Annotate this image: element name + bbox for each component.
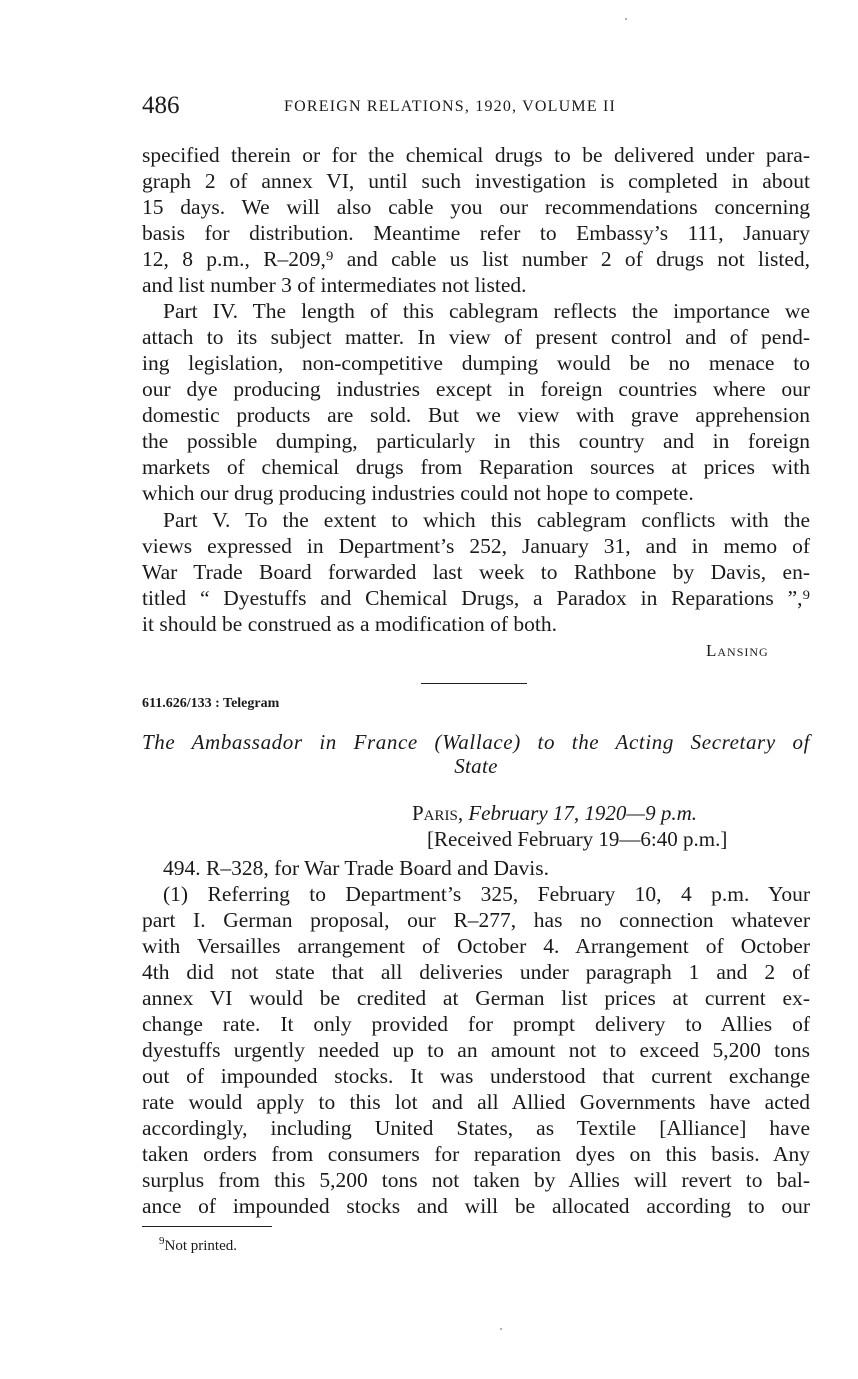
document-title: The Ambassador in France (Wallace) to the Acting Secretary of	[142, 730, 810, 754]
body-line: 15 days. We will also cable you our recommendations concerning	[142, 195, 810, 219]
section-divider	[421, 683, 527, 684]
body-line: change rate. It only provided for prompt delivery to Allies of	[142, 1012, 810, 1036]
page-header	[142, 92, 810, 128]
body-line: the possible dumping, particularly in this country and in foreign	[142, 429, 810, 453]
body-line: taken orders from consumers for reparation dyes on this basis. Any	[142, 1142, 810, 1166]
body-line: specified therein or for the chemical drugs to be delivered under para-	[142, 143, 810, 167]
date: February 17, 1920—9 p.m.	[468, 801, 698, 825]
body-line: domestic products are sold. But we view with grave apprehension	[142, 403, 810, 427]
footnote-marker: 9	[159, 1235, 165, 1247]
file-reference: 611.626/133 : Telegram	[142, 696, 280, 711]
document-title-continued: State	[454, 754, 498, 778]
paragraph-start-line: (1) Referring to Department’s 325, February 10, 4 p.m. Your	[163, 882, 810, 906]
scan-speck	[500, 1328, 502, 1330]
body-line: and list number 3 of intermediates not listed.	[142, 273, 527, 297]
body-line: basis for distribution. Meantime refer to Embassy’s 111, January	[142, 221, 810, 245]
place: Paris,	[412, 801, 464, 825]
body-line: annex VI would be credited at German list prices at current ex-	[142, 986, 810, 1010]
scan-speck	[625, 18, 627, 20]
received-note: [Received February 19—6:40 p.m.]	[427, 827, 728, 851]
body-line: out of impounded stocks. It was understood that current exchange	[142, 1064, 810, 1088]
body-line: our dye producing industries except in foreign countries where our	[142, 377, 810, 401]
body-line: markets of chemical drugs from Reparation sources at prices with	[142, 455, 810, 479]
body-line: graph 2 of annex VI, until such investigation is completed in about	[142, 169, 810, 193]
body-line: with Versailles arrangement of October 4. Arrangement of October	[142, 934, 810, 958]
footnote-text: Not printed.	[164, 1238, 237, 1254]
footnote-rule	[142, 1226, 272, 1227]
signature: Lansing	[706, 641, 769, 660]
body-line: it should be construed as a modification of both.	[142, 612, 557, 636]
page-number: 486	[142, 92, 180, 119]
body-line: accordingly, including United States, as Textile [Alliance] have	[142, 1116, 810, 1140]
body-line: surplus from this 5,200 tons not taken by Allies will revert to bal-	[142, 1168, 810, 1192]
body-line: War Trade Board forwarded last week to Rathbone by Davis, en-	[142, 560, 810, 584]
body-line: rate would apply to this lot and all Allied Governments have acted	[142, 1090, 810, 1114]
body-line: dyestuffs urgently needed up to an amount not to exceed 5,200 tons	[142, 1038, 810, 1062]
running-head: FOREIGN RELATIONS, 1920, VOLUME II	[284, 98, 617, 115]
paragraph-start-line: Part V. To the extent to which this cablegram conflicts with the	[163, 508, 810, 532]
body-line: ing legislation, non-competitive dumping would be no menace to	[142, 351, 810, 375]
body-line: 4th did not state that all deliveries under paragraph 1 and 2 of	[142, 960, 810, 984]
body-line: titled “ Dyestuffs and Chemical Drugs, a Paradox in Reparations ”,⁹	[142, 586, 810, 610]
footnote	[159, 1235, 237, 1255]
body-line: ance of impounded stocks and will be allocated according to our	[142, 1194, 810, 1218]
dateline	[412, 801, 697, 826]
body-line: attach to its subject matter. In view of present control and of pend-	[142, 325, 810, 349]
body-line: 12, 8 p.m., R–209,⁹ and cable us list number 2 of drugs not listed,	[142, 247, 810, 271]
paragraph-start-line: Part IV. The length of this cablegram reflects the importance we	[163, 299, 810, 323]
body-line: which our drug producing industries could not hope to compete.	[142, 481, 694, 505]
body-line: views expressed in Department’s 252, January 31, and in memo of	[142, 534, 810, 558]
message-heading: 494. R–328, for War Trade Board and Davis.	[163, 856, 550, 880]
body-line: part I. German proposal, our R–277, has no connection whatever	[142, 908, 810, 932]
